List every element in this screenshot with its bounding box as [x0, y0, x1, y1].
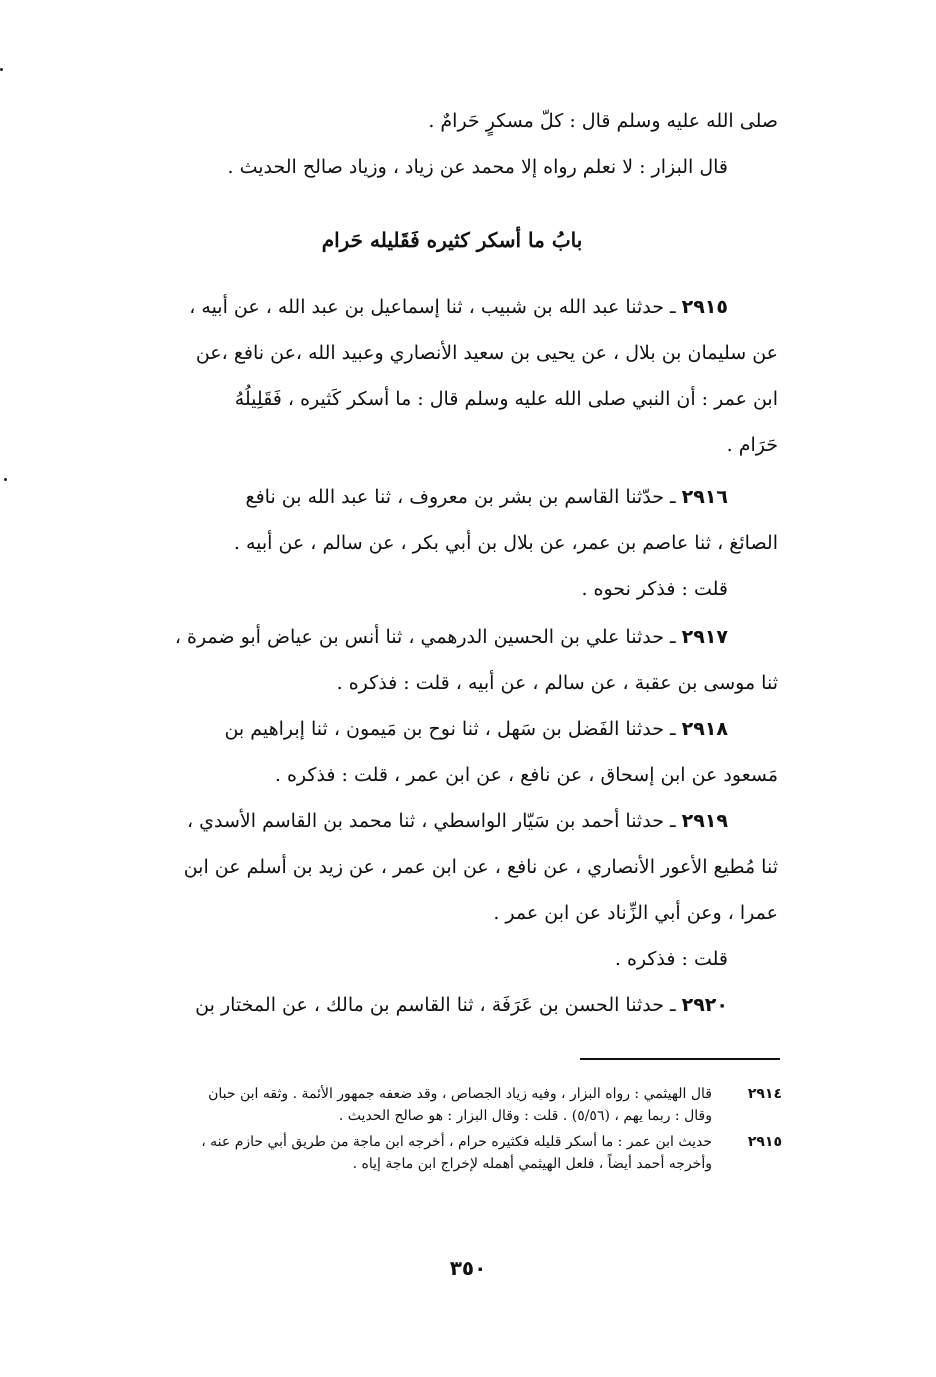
page-number: ٣٥٠	[449, 1256, 487, 1280]
intro-block	[126, 98, 778, 190]
hadith-number: ٢٩١٨	[681, 718, 728, 740]
hadith-first-line	[126, 474, 778, 520]
chapter-title: بابُ ما أسكر كثيره فَقَليله حَرام	[321, 228, 583, 252]
scan-mark	[4, 478, 7, 481]
hadith-number: ٢٩١٦	[681, 486, 728, 508]
scan-mark	[0, 68, 3, 71]
hadith-number: ٢٩١٧	[681, 626, 728, 648]
hadith-line: ابن عمر : أن النبي صلى الله عليه وسلم قال : ما أسكر كَثيره ، فَقَلِيلُهُ	[234, 388, 778, 410]
hadith-first-line	[126, 982, 778, 1028]
hadith-2920	[126, 982, 778, 1028]
hadith-number: ٢٩٢٠	[681, 994, 728, 1016]
hadith-2917	[126, 614, 778, 706]
hadith-line: حَرَام .	[726, 434, 778, 456]
hadith-line: ثنا موسى بن عقبة ، عن سالم ، عن أبيه ، قلت : فذكره .	[336, 672, 778, 694]
hadith-2916	[126, 474, 778, 612]
footnote-line: وقال : ربما يهم ، (٥/٥٦) . قلت : وقال البزار : هو صالح الحديث .	[338, 1108, 712, 1124]
hadith-text: ـ حدثنا الحسن بن عَرَفَة ، ثنا القاسم بن مالك ، عن المختار بن	[195, 994, 676, 1016]
footnote-line: قال الهيثمي : رواه البزار ، وفيه زياد الجصاص ، وقد ضعفه جمهور الأئمة . وثقه ابن حبان	[208, 1086, 712, 1102]
footnotes	[126, 1083, 782, 1179]
footnote-number: ٢٩١٥	[747, 1134, 782, 1150]
hadith-line: ثنا مُطيع الأعور الأنصاري ، عن نافع ، عن ابن عمر ، عن زيد بن أسلم عن ابن	[183, 856, 778, 878]
hadith-first-line	[126, 706, 778, 752]
footnote-line: وأخرجه أحمد أيضاً ، فلعل الهيثمي أهمله لإخراج ابن ماجة إياه .	[352, 1156, 712, 1172]
hadith-line: الصائغ ، ثنا عاصم بن عمر، عن بلال بن أبي بكر ، عن سالم ، عن أبيه .	[233, 532, 778, 554]
hadith-text: ـ حدثنا الفَضل بن سَهل ، ثنا نوح بن مَيمون ، ثنا إبراهيم بن	[224, 718, 676, 740]
hadith-text: ـ حدثنا أحمد بن سَيّار الواسطي ، ثنا محمد بن القاسم الأسدي ،	[186, 810, 676, 832]
hadith-line: عن سليمان بن بلال ، عن يحيى بن سعيد الأنصاري وعبيد الله ،عن نافع ،عن	[195, 342, 778, 364]
footnote-number: ٢٩١٤	[747, 1086, 782, 1102]
hadith-text: ـ حدثنا عبد الله بن شبيب ، ثنا إسماعيل بن عبد الله ، عن أبيه ،	[189, 296, 676, 318]
footnote-separator	[580, 1058, 780, 1060]
hadith-line: مَسعود عن ابن إسحاق ، عن نافع ، عن ابن عمر ، قلت : فذكره .	[274, 764, 778, 786]
footnote	[126, 1083, 782, 1127]
footnote-text	[126, 1131, 712, 1175]
hadith-2918	[126, 706, 778, 798]
hadith-line: قلت : فذكره .	[614, 948, 728, 970]
hadith-2919	[126, 798, 778, 982]
hadith-text: ـ حدّثنا القاسم بن بشر بن معروف ، ثنا عبد الله بن نافع	[245, 486, 676, 508]
hadith-line: قلت : فذكر نحوه .	[581, 578, 728, 600]
hadith-number: ٢٩١٥	[681, 296, 728, 318]
hadith-text: ـ حدثنا علي بن الحسين الدرهمي ، ثنا أنس بن عياض أبو ضمرة ،	[174, 626, 676, 648]
hadith-first-line	[126, 284, 778, 330]
hadith-line: عمرا ، وعن أبي الزِّناد عن ابن عمر .	[493, 902, 778, 924]
footnote	[126, 1131, 782, 1175]
hadith-number: ٢٩١٩	[681, 810, 728, 832]
intro-line: صلى الله عليه وسلم قال : كلّ مسكرٍ حَرامٌ .	[428, 110, 778, 132]
footnote-line: حديث ابن عمر : ما أسكر قليله فكثيره حرام ، أخرجه ابن ماجة من طريق أبي حازم عنه ،	[201, 1134, 712, 1150]
hadith-2915	[126, 284, 778, 468]
hadith-first-line	[126, 798, 778, 844]
footnote-text	[126, 1083, 712, 1127]
hadith-first-line	[126, 614, 778, 660]
intro-line: قال البزار : لا نعلم رواه إلا محمد عن زياد ، وزياد صالح الحديث .	[227, 156, 728, 178]
